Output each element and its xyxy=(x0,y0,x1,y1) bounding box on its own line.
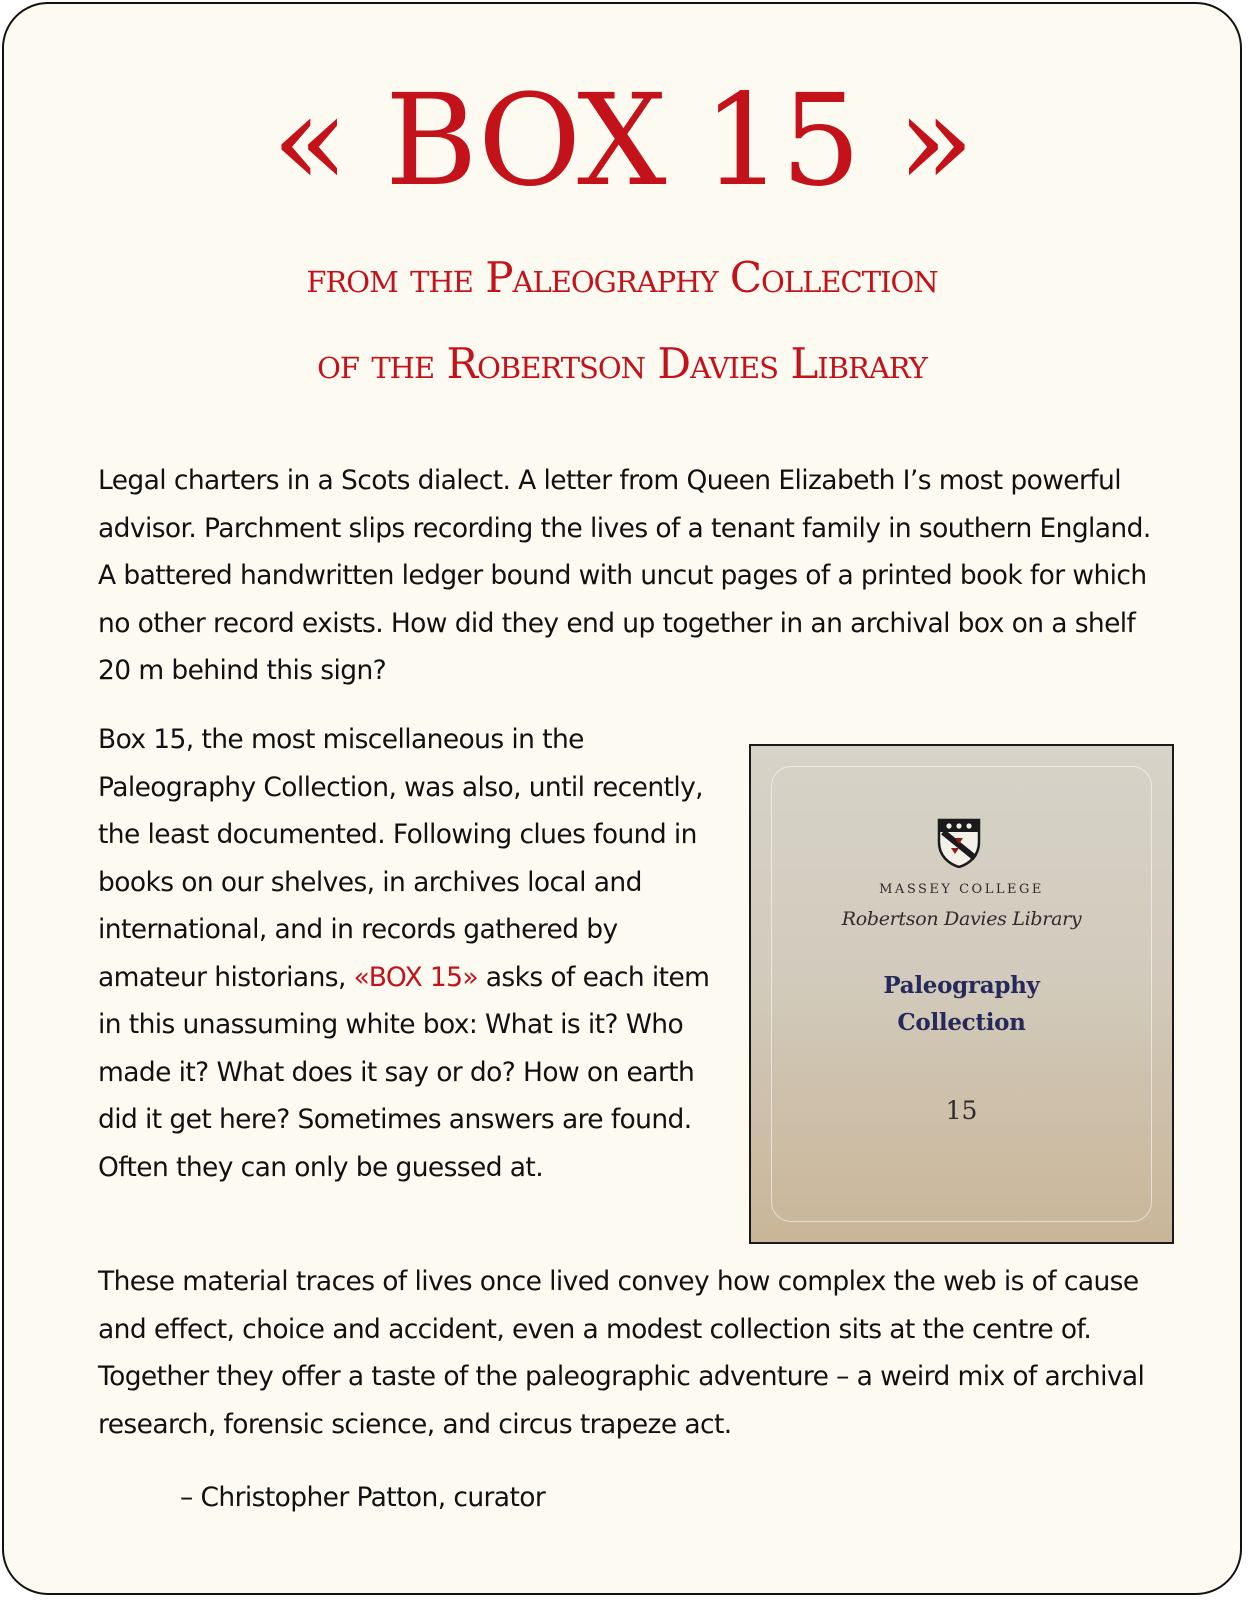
closing-paragraph: These material traces of lives once lived convey how complex the web is of cause and effect, choice and accident, even a modest collection sits at the centre of. Together they offer a taste of the paleographic adventure – a weird mix of archival research, forensic science, and circus trapeze act. xyxy=(98,1266,1145,1440)
box-description-paragraph xyxy=(98,716,723,1191)
curator-signature: – Christopher Patton, curator xyxy=(180,1482,546,1513)
subtitle-line-1: from the Paleography Collection xyxy=(306,253,938,302)
title: « BOX 15 » xyxy=(271,67,973,214)
intro-paragraph: Legal charters in a Scots dialect. A letter from Queen Elizabeth I’s most powerful advisor. Parchment slips recording the lives of a tenant family in southern England. A battered handwritten ledger bound with uncut pages of a printed book for which no other record exists. How did they end up together in an archival box on a shelf 20 m behind this sign? xyxy=(98,465,1151,686)
box-label-photo xyxy=(749,744,1174,1244)
sign-card xyxy=(2,2,1242,1595)
label-box-number: 15 xyxy=(945,1096,978,1125)
label-college-name: MASSEY COLLEGE xyxy=(879,882,1044,897)
subtitle-line-2: of the Robertson Davies Library xyxy=(317,339,927,388)
college-crest-icon xyxy=(937,818,981,868)
box-description-text-start: Box 15, the most miscellaneous in the Paleography Collection, was also, until recently, the least documented. Following clues found in books on our shelves, in archives local and international, and in records gathered by amateur historians, xyxy=(98,724,703,993)
box-description-text-end: asks of each item in this unassuming white box: What is it? Who made it? What does it say or do? How on earth did it get here? Sometimes answers are found. Often they can only be guessed at. xyxy=(98,961,710,1183)
label-collection-line-1: Paleography xyxy=(883,972,1040,999)
label-library-name: Robertson Davies Library xyxy=(841,908,1082,930)
label-collection-line-2: Collection xyxy=(897,1009,1026,1036)
box-15-highlight: «BOX 15» xyxy=(353,961,478,993)
